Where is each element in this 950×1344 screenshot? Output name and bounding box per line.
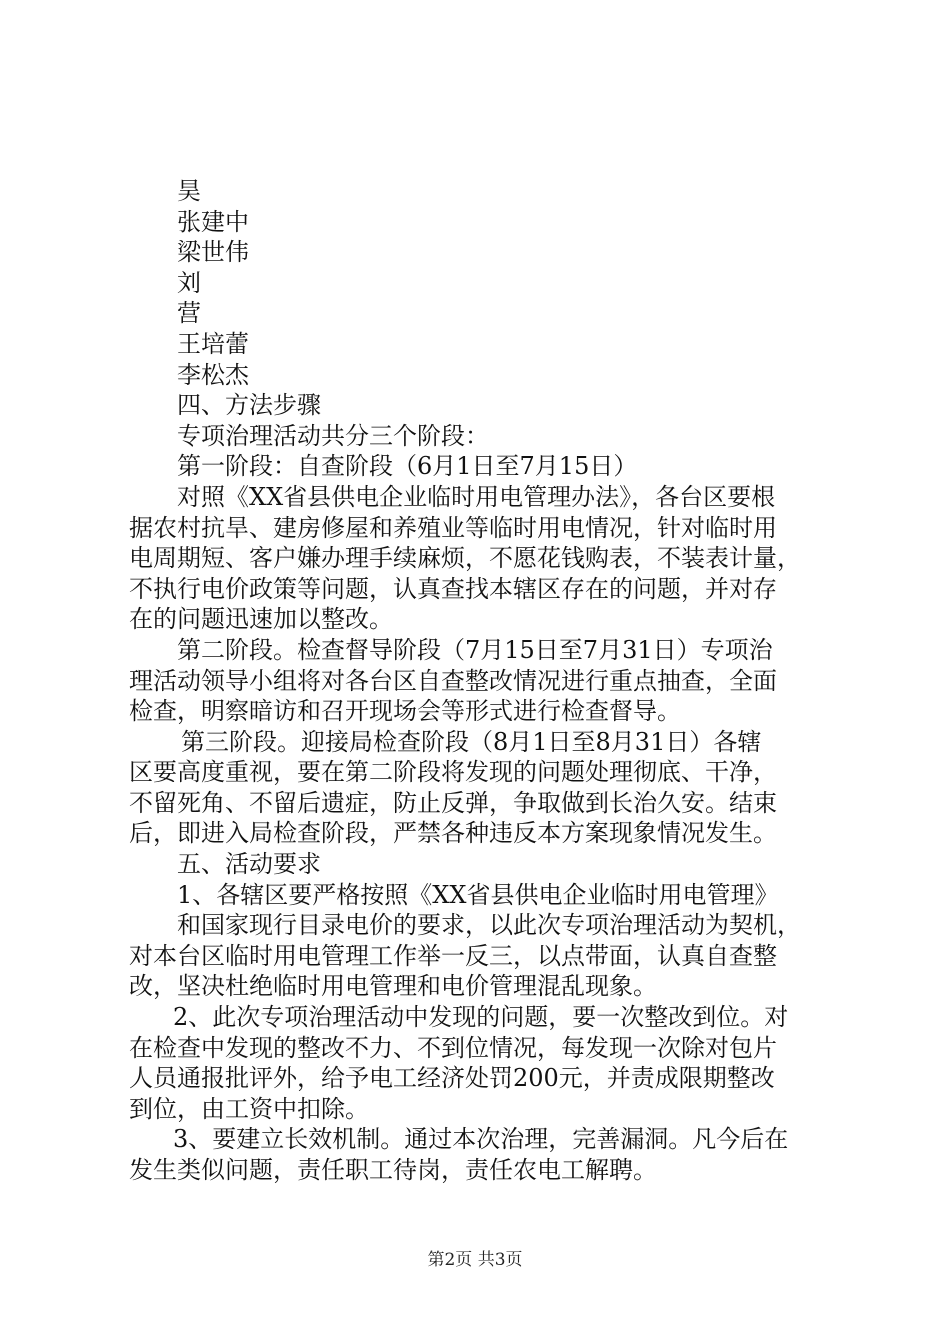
text-line: 区要高度重视，要在第二阶段将发现的问题处理彻底、干净，	[129, 758, 777, 787]
text-line: 对本台区临时用电管理工作举一反三，以点带面，认真自查整	[129, 941, 777, 970]
text-line: 理活动领导小组将对各台区自查整改情况进行重点抽查，全面	[129, 666, 777, 695]
name-line: 刘	[177, 268, 201, 297]
name-line: 梁世伟	[177, 238, 249, 267]
text-line: 在检查中发现的整改不力、不到位情况，每发现一次除对包片	[129, 1033, 777, 1062]
text-line: 第二阶段。检查督导阶段（7月15日至7月31日）专项治	[177, 635, 773, 664]
text-line: 2、此次专项治理活动中发现的问题，要一次整改到位。对	[173, 1003, 789, 1032]
document-body	[129, 176, 839, 1186]
text-line: 发生类似问题，责任职工待岗，责任农电工解聘。	[129, 1156, 657, 1184]
text-line: 电周期短、客户嫌办理手续麻烦，不愿花钱购表，不装表计量，	[129, 544, 801, 573]
name-line: 王培蕾	[177, 329, 249, 358]
text-line: 在的问题迅速加以整改。	[129, 605, 393, 634]
text-line: 专项治理活动共分三个阶段：	[177, 421, 489, 450]
name-line: 张建中	[177, 207, 249, 236]
name-line: 昊	[177, 177, 201, 205]
text-line: 人员通报批评外，给予电工经济处罚200元，并责成限期整改	[129, 1064, 775, 1093]
text-line: 不执行电价政策等问题，认真查找本辖区存在的问题，并对存	[129, 574, 777, 603]
text-line: 不留死角、不留后遗症，防止反弹，争取做到长治久安。结束	[129, 788, 777, 817]
page-footer: 第2页 共3页	[427, 1250, 523, 1270]
text-line: 改，坚决杜绝临时用电管理和电价管理混乱现象。	[129, 972, 657, 1001]
section-heading: 四、方法步骤	[177, 391, 321, 420]
name-line: 李松杰	[177, 360, 249, 389]
text-line: 第三阶段。迎接局检查阶段（8月1日至8月31日）各辖	[181, 727, 762, 756]
text-line: 检查，明察暗访和召开现场会等形式进行检查督导。	[129, 697, 681, 726]
text-line: 对照《XX省县供电企业临时用电管理办法》，各台区要根	[177, 482, 776, 511]
text-line: 到位，由工资中扣除。	[129, 1094, 369, 1123]
text-line: 后，即进入局检查阶段，严禁各种违反本方案现象情况发生。	[129, 819, 777, 848]
text-line: 第一阶段：自查阶段（6月1日至7月15日）	[177, 452, 638, 481]
section-heading: 五、活动要求	[177, 850, 321, 879]
name-line: 营	[177, 299, 201, 328]
text-line: 1、各辖区要严格按照《XX省县供电企业临时用电管理》	[177, 880, 779, 909]
text-line: 和国家现行目录电价的要求，以此次专项治理活动为契机，	[177, 911, 801, 940]
text-line: 3、要建立长效机制。通过本次治理，完善漏洞。凡今后在	[173, 1125, 789, 1154]
text-line: 据农村抗旱、建房修屋和养殖业等临时用电情况，针对临时用	[129, 513, 777, 542]
